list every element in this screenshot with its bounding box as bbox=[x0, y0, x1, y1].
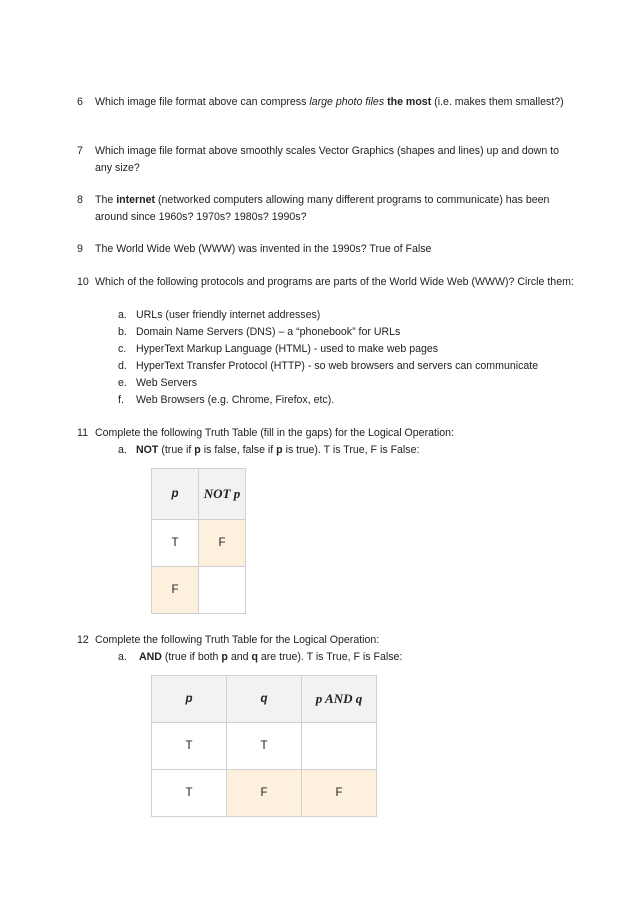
question-6 bbox=[77, 94, 577, 111]
option-e: e. Web Servers bbox=[118, 377, 198, 389]
header-q: q bbox=[227, 676, 302, 723]
question-text: Which image file format above can compress large photo files the most (i.e. makes them smallest?) bbox=[95, 96, 564, 108]
question-text: Complete the following Truth Table (fill in the gaps) for the Logical Operation: bbox=[95, 427, 455, 439]
cell-p: F bbox=[152, 567, 199, 614]
table-header-row bbox=[152, 469, 246, 520]
cell-p-and-q-blank[interactable] bbox=[302, 723, 377, 770]
and-truth-table bbox=[151, 675, 377, 817]
question-text: Which of the following protocols and programs are parts of the World Wide Web (WWW)? Circle them: bbox=[95, 276, 574, 288]
option-b: b. Domain Name Servers (DNS) – a “phonebook” for URLs bbox=[118, 326, 401, 338]
question-11 bbox=[77, 425, 577, 442]
question-text: The World Wide Web (WWW) was invented in the 1990s? True of False bbox=[95, 243, 432, 255]
question-10 bbox=[77, 274, 577, 291]
question-number: 10 bbox=[77, 276, 89, 288]
header-not-p: NOT p bbox=[199, 469, 246, 520]
not-truth-table bbox=[151, 468, 246, 614]
option-a: a. URLs (user friendly internet addresses) bbox=[118, 309, 321, 321]
question-text: Complete the following Truth Table for the Logical Operation: bbox=[95, 634, 380, 646]
cell-q: F bbox=[227, 770, 302, 817]
question-12 bbox=[77, 632, 577, 649]
table-row bbox=[152, 567, 246, 614]
cell-p: T bbox=[152, 723, 227, 770]
cell-q: T bbox=[227, 723, 302, 770]
cell-p: T bbox=[152, 770, 227, 817]
question-text: Which image file format above smoothly scales Vector Graphics (shapes and lines) up and down to any size? bbox=[95, 145, 560, 174]
question-7 bbox=[77, 143, 577, 177]
option-d: d. HyperText Transfer Protocol (HTTP) - so web browsers and servers can communicate bbox=[118, 360, 539, 372]
question-number: 6 bbox=[77, 96, 83, 108]
question-text: The internet (networked computers allowing many different programs to communicate) has been around since 1960s? 1970s? 1980s? 1990s? bbox=[95, 194, 550, 223]
option-f: f. Web Browsers (e.g. Chrome, Firefox, etc). bbox=[118, 394, 335, 406]
cell-not-p-blank[interactable] bbox=[199, 567, 246, 614]
header-p: p bbox=[152, 469, 199, 520]
question-number: 9 bbox=[77, 243, 83, 255]
header-p-and-q: p AND q bbox=[302, 676, 377, 723]
question-number: 7 bbox=[77, 145, 83, 157]
cell-p-and-q: F bbox=[302, 770, 377, 817]
question-9 bbox=[77, 241, 577, 258]
cell-p: T bbox=[152, 520, 199, 567]
question-11-sub-a: a. NOT (true if p is false, false if p is true). T is True, F is False: bbox=[118, 444, 420, 456]
question-number: 12 bbox=[77, 634, 89, 646]
question-number: 11 bbox=[77, 427, 88, 439]
question-8 bbox=[77, 192, 577, 226]
option-c: c. HyperText Markup Language (HTML) - used to make web pages bbox=[118, 343, 439, 355]
question-number: 8 bbox=[77, 194, 83, 206]
table-header-row bbox=[152, 676, 377, 723]
table-row bbox=[152, 770, 377, 817]
question-12-sub-a: a. AND (true if both p and q are true). T is True, F is False: bbox=[118, 651, 403, 663]
table-row bbox=[152, 520, 246, 567]
table-row bbox=[152, 723, 377, 770]
header-p: p bbox=[152, 676, 227, 723]
cell-not-p: F bbox=[199, 520, 246, 567]
